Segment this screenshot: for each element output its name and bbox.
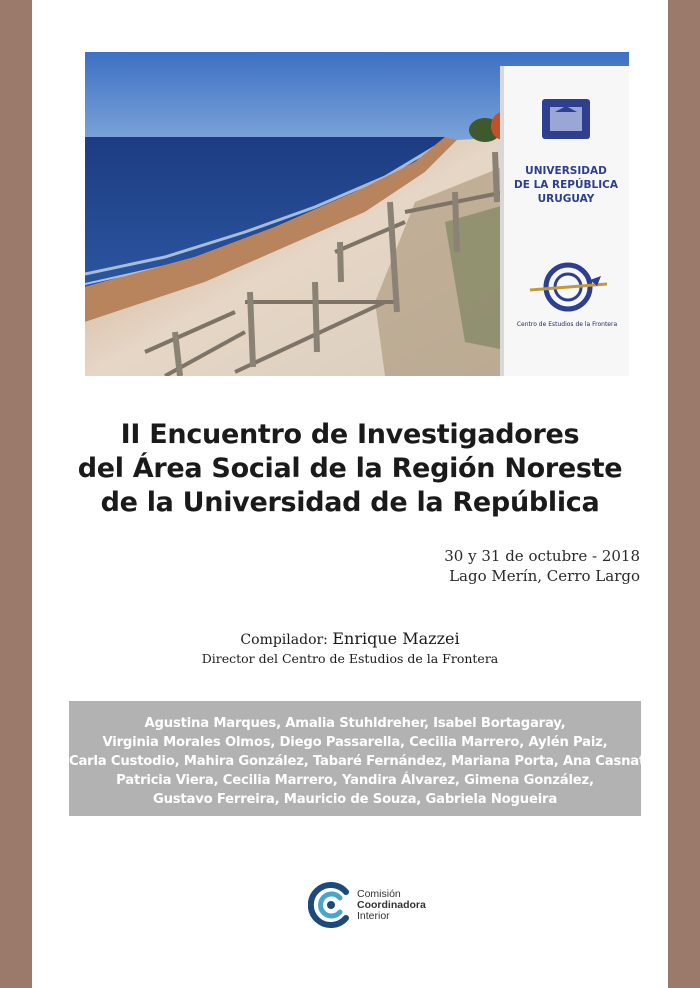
banner-university-line-3: URUGUAY xyxy=(537,193,595,205)
authors-box xyxy=(69,701,655,816)
beach-banner-photo xyxy=(85,52,629,376)
cci-line-3: Interior xyxy=(357,910,390,922)
banner-university-line-2: DE LA REPÚBLICA xyxy=(514,179,618,191)
compiler-line xyxy=(52,629,648,650)
cover-page xyxy=(32,0,668,988)
authors-line-1: Agustina Marques, Amalia Stuhldreher, Isabel Bortagaray, xyxy=(144,716,566,731)
cci-logo-text xyxy=(357,889,426,922)
compiler-block xyxy=(52,629,648,668)
cci-logo xyxy=(308,880,428,936)
banner-center-name: Centro de Estudios de la Frontera xyxy=(516,321,618,328)
compiler-name: Enrique Mazzei xyxy=(332,629,460,648)
cci-line-2: Coordinadora xyxy=(357,899,426,911)
event-dates: 30 y 31 de octubre - 2018 xyxy=(444,547,640,565)
title-line-1: II Encuentro de Investigadores xyxy=(120,419,580,450)
authors-line-3: Carla Custodio, Mahira González, Tabaré Fernández, Mariana Porta, Ana Casnati, xyxy=(69,754,655,769)
authors-line-4: Patricia Viera, Cecilia Marrero, Yandira Álvarez, Gimena González, xyxy=(116,773,594,788)
cover-photo xyxy=(85,52,629,376)
cci-line-1: Comisión xyxy=(357,888,401,900)
title-line-3: de la Universidad de la República xyxy=(100,487,600,518)
cci-logo-icon xyxy=(308,882,354,928)
event-location: Lago Merín, Cerro Largo xyxy=(449,567,640,585)
compiler-label: Compilador: xyxy=(240,632,328,648)
authors-line-5: Gustavo Ferreira, Mauricio de Souza, Gabriela Nogueira xyxy=(152,792,558,807)
event-info xyxy=(444,546,640,586)
compiler-role: Director del Centro de Estudios de la Frontera xyxy=(201,651,499,666)
document-title xyxy=(52,418,648,520)
title-line-2: del Área Social de la Región Noreste xyxy=(77,453,623,484)
banner-university-line-1: UNIVERSIDAD xyxy=(525,165,607,177)
authors-line-2: Virginia Morales Olmos, Diego Passarella, Cecilia Marrero, Aylén Paiz, xyxy=(102,735,608,750)
